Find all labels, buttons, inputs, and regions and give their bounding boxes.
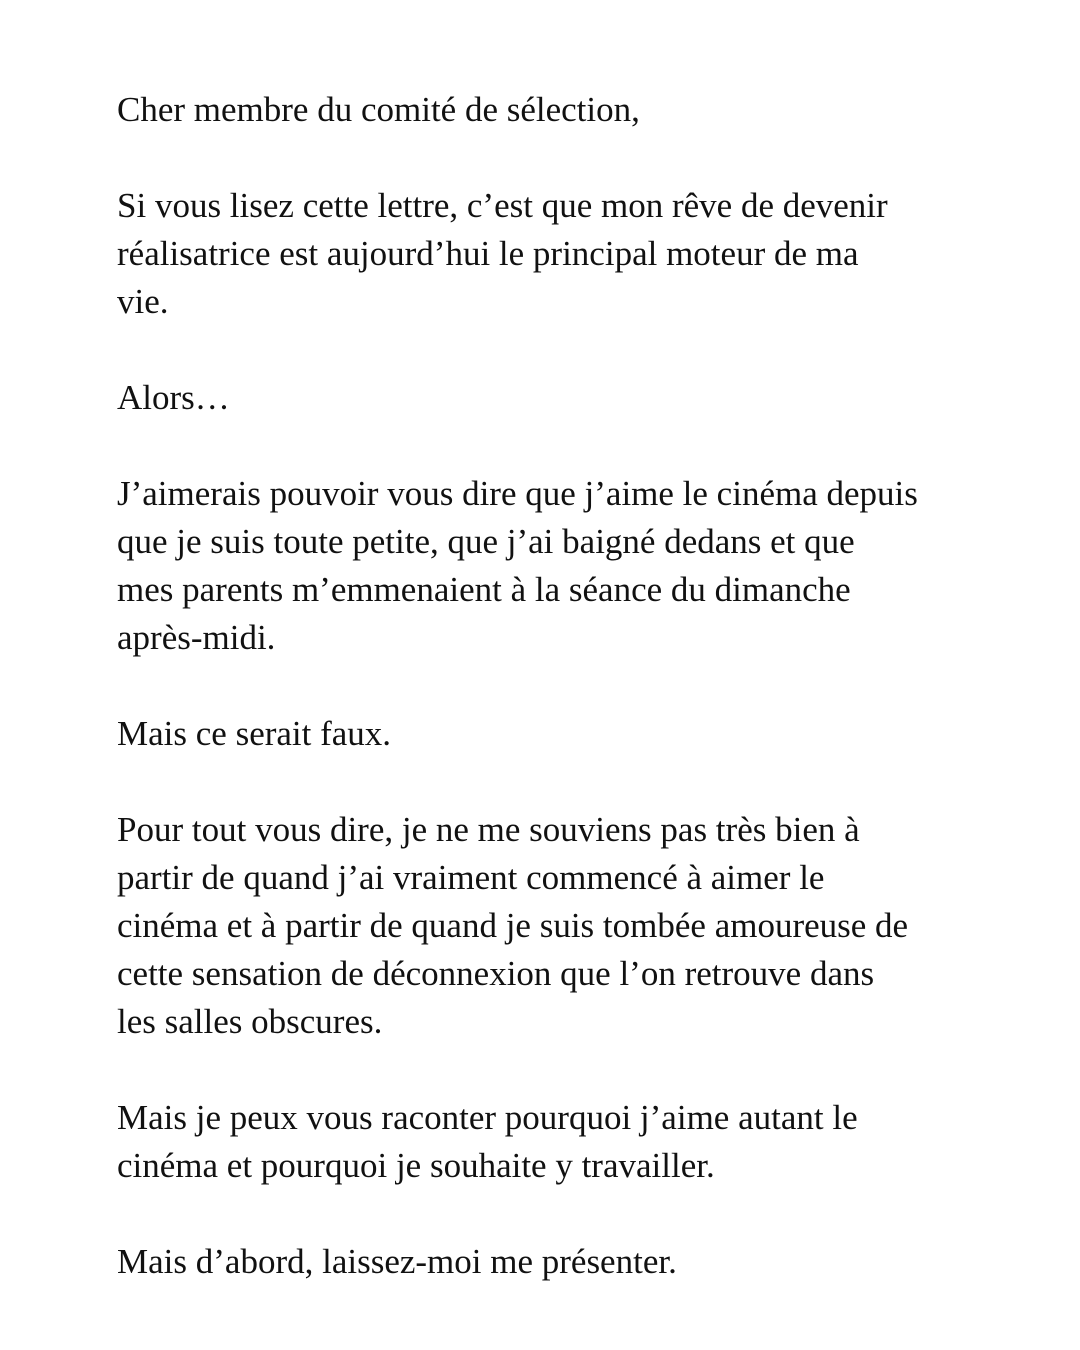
text-line: cinéma et pourquoi je souhaite y travailler. — [117, 1146, 715, 1185]
salutation-paragraph — [117, 86, 1017, 134]
text-line: Mais d’abord, laissez-moi me présenter. — [117, 1242, 677, 1281]
text-line: Mais je peux vous raconter pourquoi j’aime autant le — [117, 1098, 858, 1137]
paragraph-alors — [117, 374, 1017, 422]
text-line: réalisatrice est aujourd’hui le principal moteur de ma — [117, 234, 859, 273]
paragraph-dream — [117, 182, 1017, 326]
paragraph-why — [117, 1094, 1017, 1190]
paragraph-introduction — [117, 1238, 1017, 1286]
paragraph-childhood — [117, 470, 1017, 662]
text-line: que je suis toute petite, que j’ai baigné dedans et que — [117, 522, 855, 561]
text-line: vie. — [117, 282, 169, 321]
text-line: Cher membre du comité de sélection, — [117, 90, 640, 129]
text-line: après-midi. — [117, 618, 276, 657]
letter-body — [117, 86, 1017, 1286]
text-line: partir de quand j’ai vraiment commencé à aimer le — [117, 858, 825, 897]
text-line: Mais ce serait faux. — [117, 714, 392, 753]
text-line: Alors… — [117, 378, 230, 417]
paragraph-memory — [117, 806, 1017, 1046]
text-line: J’aimerais pouvoir vous dire que j’aime le cinéma depuis — [117, 474, 918, 513]
text-line: Si vous lisez cette lettre, c’est que mon rêve de devenir — [117, 186, 888, 225]
text-line: les salles obscures. — [117, 1002, 383, 1041]
text-line: Pour tout vous dire, je ne me souviens pas très bien à — [117, 810, 860, 849]
paragraph-false — [117, 710, 1017, 758]
text-line: cinéma et à partir de quand je suis tombée amoureuse de — [117, 906, 909, 945]
text-line: mes parents m’emmenaient à la séance du dimanche — [117, 570, 851, 609]
text-line: cette sensation de déconnexion que l’on retrouve dans — [117, 954, 875, 993]
